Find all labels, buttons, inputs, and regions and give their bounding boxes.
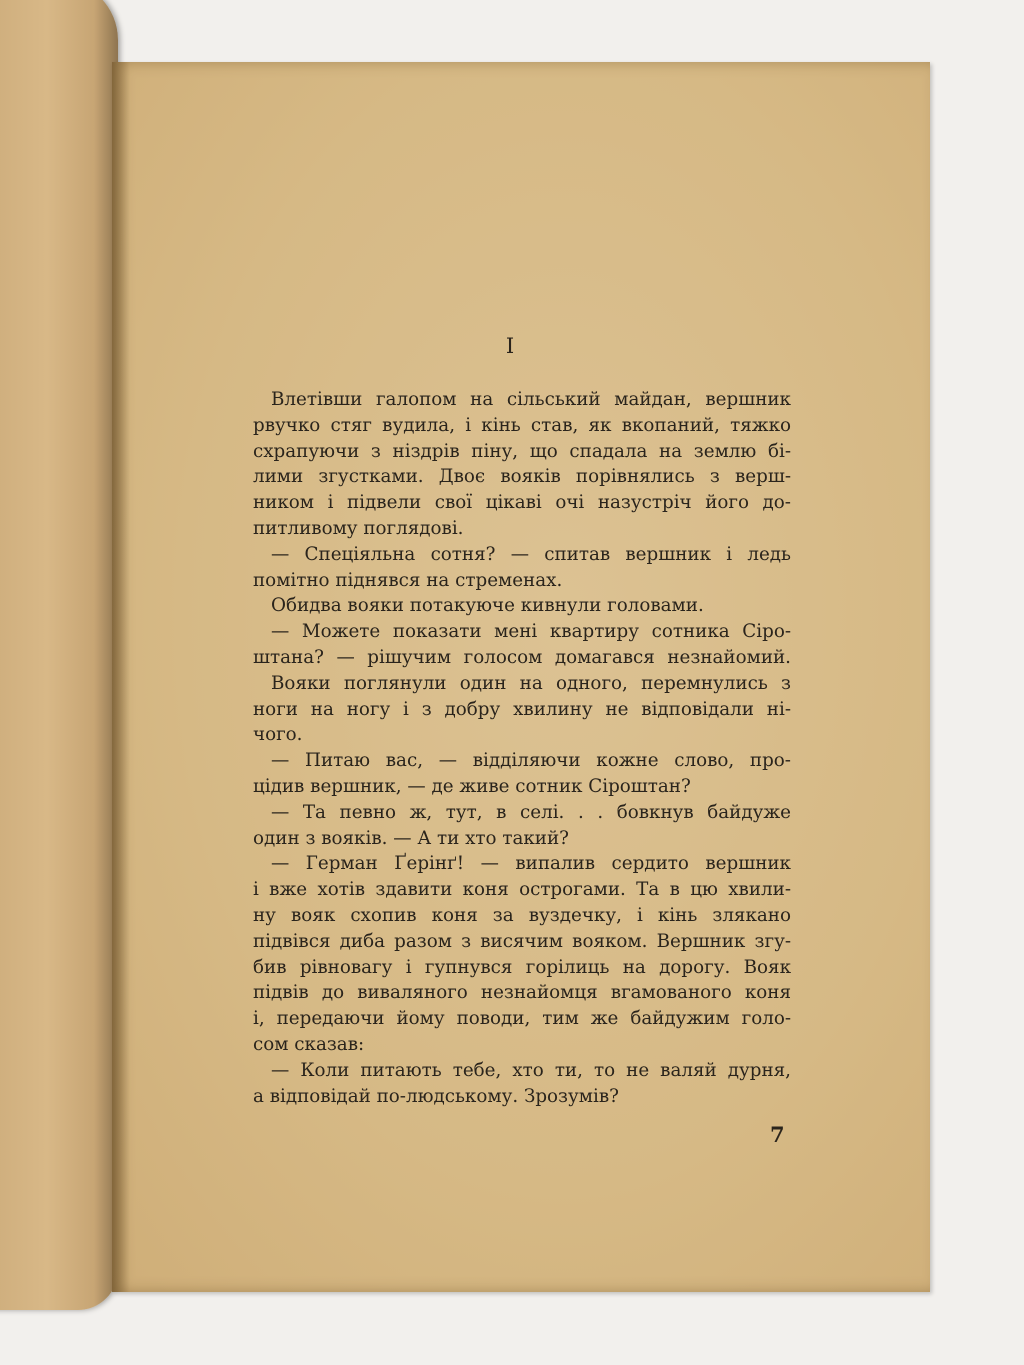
text-line: Обидва вояки потакуюче кивнули головами.: [271, 595, 704, 617]
text-line: підвівся диба разом з висячим вояком. Вершник згу-: [253, 930, 791, 952]
text-line: Вояки поглянули один на одного, перемнулись з: [271, 672, 791, 694]
text-line: питливому поглядові.: [253, 517, 464, 539]
text-line: рвучко стяг вудила, і кінь став, як вкопаний, тяжко: [253, 414, 791, 436]
text-line: чого.: [253, 724, 303, 746]
paragraph: [253, 800, 791, 852]
text-line: — Коли питають тебе, хто ти, то не валяй дурня,: [271, 1059, 791, 1081]
text-line: один з вояків. — А ти хто такий?: [253, 827, 569, 849]
paragraph: [253, 1058, 791, 1110]
text-line: ну вояк схопив коня за вуздечку, і кінь злякано: [253, 904, 791, 926]
page-number: 7: [770, 1122, 785, 1147]
text-line: — Спеціяльна сотня? — спитав вершник і ледь: [271, 543, 791, 565]
body-text: [253, 387, 791, 1109]
text-line: — Можете показати мені квартиру сотника Сіро-: [271, 621, 791, 643]
text-line: — Питаю вас, — відділяючи кожне слово, про-: [271, 750, 791, 772]
text-line: — Герман Ґерінґ! — випалив сердито вершник: [271, 853, 791, 875]
paragraph: [253, 619, 791, 671]
paragraph: [253, 542, 791, 594]
text-line: помітно піднявся на стременах.: [253, 569, 563, 591]
paragraph: [253, 851, 791, 1057]
paragraph: [253, 748, 791, 800]
text-line: і, передаючи йому поводи, тим же байдужим голо-: [253, 1008, 791, 1030]
paragraph: [253, 593, 791, 619]
text-line: Влетівши галопом на сільський майдан, вершник: [271, 389, 791, 410]
text-line: лими згустками. Двоє вояків порівнялись з верш-: [253, 466, 791, 488]
text-line: схрапуючи з ніздрів піну, що спадала на землю бі-: [253, 440, 791, 462]
text-line: бив рівновагу і гупнувся горілиць на дорогу. Вояк: [253, 956, 791, 978]
chapter-heading: I: [505, 334, 515, 358]
text-line: а відповідай по-людському. Зрозумів?: [253, 1085, 619, 1107]
text-line: сом сказав:: [253, 1033, 365, 1055]
left-page-edge: [0, 0, 118, 1310]
text-line: ноги на ногу і з добру хвилину не відповідали ні-: [253, 698, 791, 720]
text-line: підвів до виваляного незнайомця вгамованого коня: [253, 982, 791, 1004]
paragraph: [253, 387, 791, 542]
text-line: цідив вершник, — де живе сотник Сіроштан?: [253, 775, 691, 797]
text-line: і вже хотів здавити коня острогами. Та в цю хвили-: [253, 879, 791, 901]
paragraph: [253, 671, 791, 748]
text-line: ником і підвели свої цікаві очі назустріч його до-: [253, 492, 791, 514]
gutter-shadow: [112, 62, 130, 1292]
text-line: — Та певно ж, тут, в селі. . . бовкнув байдуже: [271, 801, 791, 823]
text-line: штана? — рішучим голосом домагався незнайомий.: [253, 646, 791, 668]
